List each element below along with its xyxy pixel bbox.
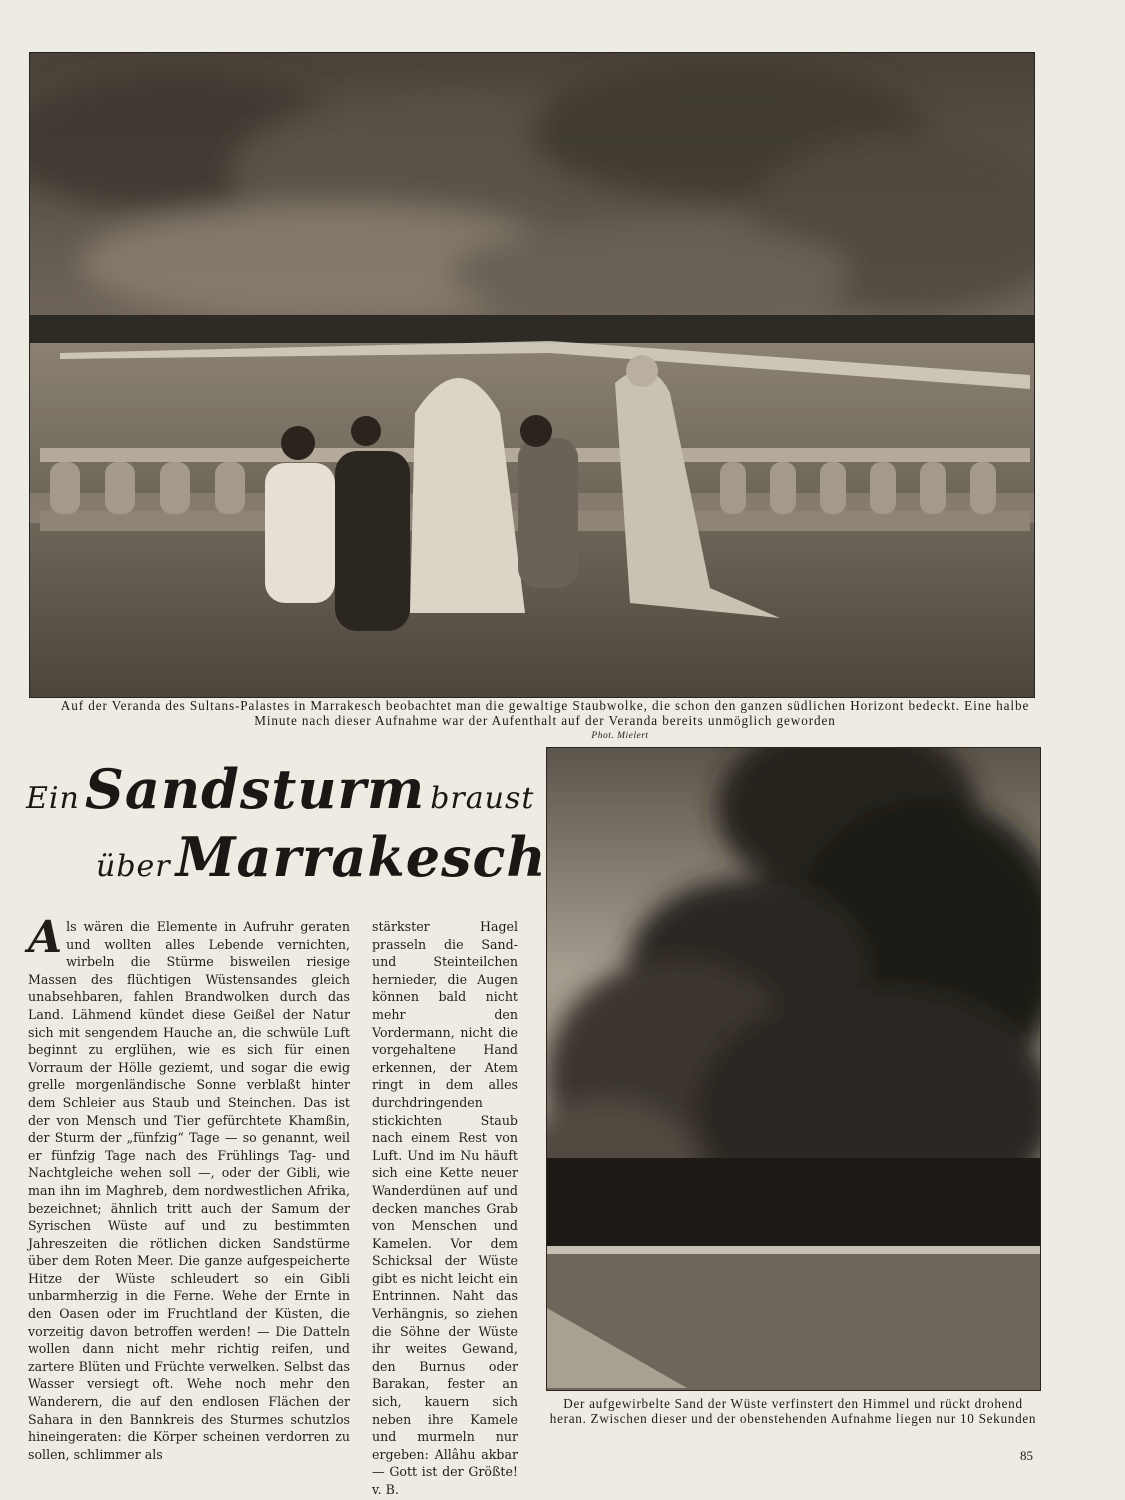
page-number: 85 bbox=[1020, 1448, 1033, 1463]
top-photo-caption: Auf der Veranda des Sultans-Palastes in Marrakesch beobachtet man die gewaltige Staubwolke, die schon den ganzen südlichen Horizont bedeckt. Eine halbe Minute nach dieser Aufnahme war der Aufenthalt auf der Veranda bereits unmöglich geworden bbox=[60, 698, 1030, 728]
headline-word-ueber: über bbox=[96, 849, 171, 884]
photo-dust-cloud bbox=[546, 747, 1041, 1391]
headline-word-marrakesch: Marrakesch bbox=[175, 825, 547, 889]
drop-cap: A bbox=[28, 912, 63, 963]
article-column-middle: stärkster Hagel prasseln die Sand- und Steinteilchen hernieder, die Augen können bald nicht mehr den Vordermann, nicht die vorgehaltene Hand erkennen, der Atem ringt in dem alles durchdringenden stickichten Staub nach einem Rest von Luft. Und im Nu häuft sich eine Kette neuer Wanderdünen auf und decken manches Grab von Menschen und Kamelen. Vor dem Schicksal der Wüste gibt es nicht leicht ein Entrinnen. Naht das Verhängnis, so ziehen die Söhne der Wüste ihr weites Gewand, den Burnus oder Barakan, fester an sich, kauern sich neben ihre Kamele und murmeln nur ergeben: Allâhu akbar — Gott ist der Größte! v. B. bbox=[372, 919, 518, 1497]
headline-word-braust: braust bbox=[430, 781, 535, 816]
article-text-left: ls wären die Elemente in Aufruhr geraten und wollten alles Lebende vernichten, wirbeln die Stürme bisweilen riesige Massen des flüchtigen Wüstensandes gleich unabsehbaren, fahlen Brandwolken durch das Land. Lähmend kündet diese Geißel der Natur sich mit sengendem Hauche an, die schwüle Luft beginnt zu erglühen, wie es sich für einen Vorraum der Hölle geziemt, und sogar die ewig grelle morgenländische Sonne verblaßt hinter dem Schleier aus Staub und Steinchen. Das ist der von Mensch und Tier gefürchtete Khamßin, der Sturm der „fünfzig“ Tage — so genannt, weil er fünfzig Tage nach des Frühlings Tag- und Nachtgleiche wehen soll —, oder der Gibli, wie man ihn im Maghreb, dem nordwestlichen Afrika, bezeichnet; ähnlich tritt auch der Samum der Syrischen Wüste auf und zu bestimmten Jahreszeiten die rötlichen dicken Sandstürme über dem Roten Meer. Die ganze aufgespeicherte Hitze der Wüste schleudert so ein Gibli unbarmherzig in die Ferne. Wehe der Ernte in den Oasen oder im Fruchtland der Küsten, die vorzeitig davon betroffen werden! — Die Datteln wollen dann nicht mehr richtig reifen, und zartere Blüten und Früchte verwelken. Selbst das Wasser versiegt oft. Wehe noch mehr den Wanderern, die auf den endlosen Flächen der Sahara in den Bannkreis des Sturmes schutzlos hineingeraten: die Körper scheinen verdorren zu sollen, schlimmer als bbox=[28, 919, 350, 1462]
photo-veranda-sandstorm bbox=[29, 52, 1035, 698]
headline bbox=[20, 745, 547, 895]
bottom-photo-caption: Der aufgewirbelte Sand der Wüste verfinstert den Himmel und rückt drohend heran. Zwischen dieser und der obenstehenden Aufnahme liegen nur 10 Sekunden bbox=[549, 1396, 1037, 1426]
headline-word-sandsturm: Sandsturm bbox=[84, 757, 426, 821]
headline-word-ein: Ein bbox=[26, 781, 80, 816]
photo-credit: Phot. Mielert bbox=[591, 731, 649, 741]
article-column-left bbox=[28, 912, 350, 1463]
